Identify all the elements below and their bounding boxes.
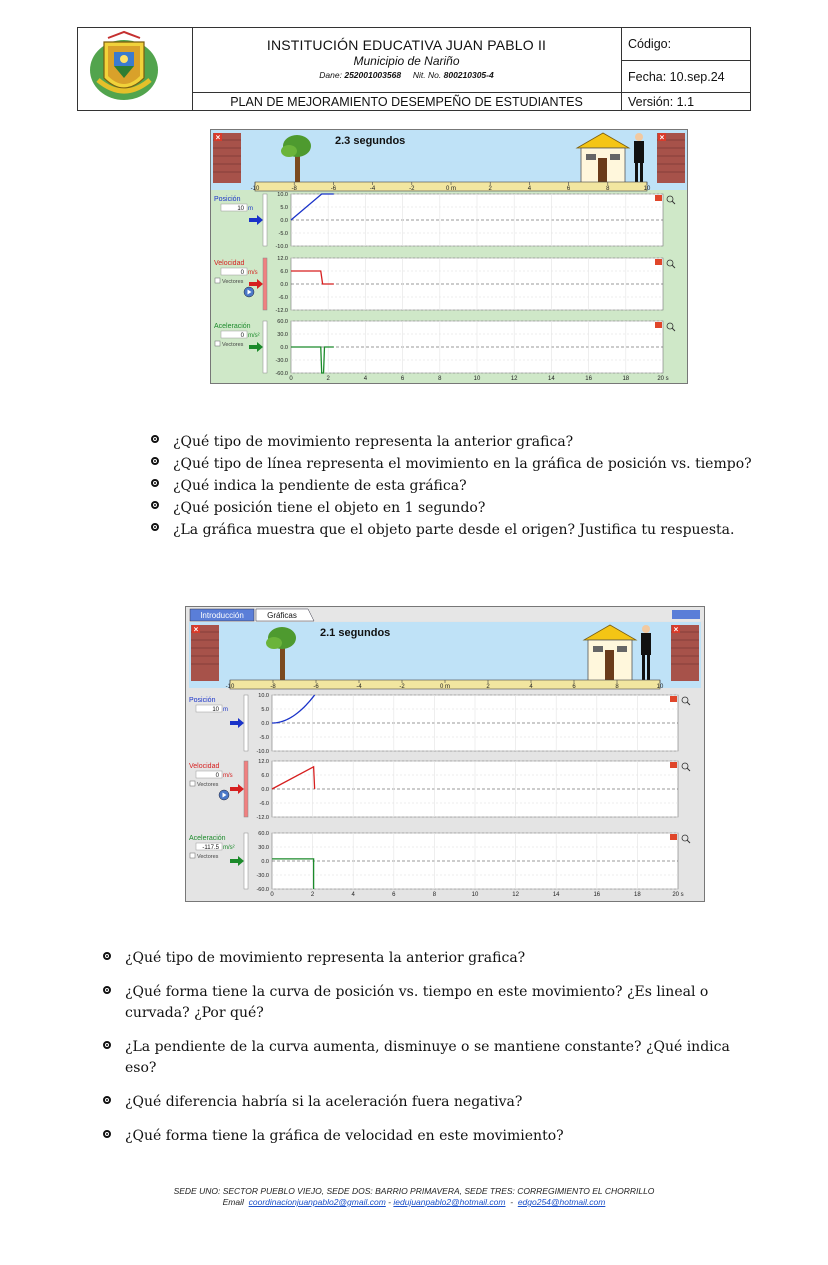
position-tick-label: -5.0 [259, 735, 269, 741]
time-tick-label: 4 [363, 376, 368, 382]
ruler-tick-label: 10 [656, 684, 664, 690]
close-icon: × [193, 625, 199, 634]
simulation-screenshot-2 [185, 606, 705, 902]
velocity-arrow-icon [230, 784, 244, 794]
question-item [103, 948, 763, 969]
page-footer [0, 1186, 828, 1208]
velocity-label: Velocidad [214, 260, 245, 267]
tree-leaves [266, 637, 282, 649]
institution-name: INSTITUCIÓN EDUCATIVA JUAN PABLO II [266, 37, 547, 53]
question-item [151, 475, 771, 497]
ruler-tick-label: 2 [488, 186, 492, 192]
question-list-1 [151, 431, 771, 541]
velocity-unit: m/s [248, 270, 258, 276]
acceleration-arrow-icon [249, 342, 263, 352]
time-tick-label: 12 [512, 892, 519, 898]
ruler-tick-label: -6 [330, 186, 337, 192]
bullet-icon [103, 1041, 111, 1049]
question-text: ¿Qué tipo de línea representa el movimiento en la gráfica de posición vs. tiempo? [173, 456, 752, 472]
velocity-tick-label: 6.0 [280, 269, 288, 275]
acceleration-value: 0 [240, 333, 244, 339]
house-window [586, 154, 596, 160]
ruler-tick-label: 6 [572, 684, 576, 690]
bullet-icon [103, 1096, 111, 1104]
question-text: ¿La gráfica muestra que el objeto parte desde el origen? Justifica tu respuesta. [173, 522, 735, 538]
ruler-tick-label: 2 [486, 684, 490, 690]
acceleration-tick-label: -30.0 [275, 358, 288, 364]
question-text: ¿La pendiente de la curva aumenta, disminuye o se mantiene constante? ¿Qué indica eso? [125, 1039, 730, 1076]
time-tick-label: 18 [622, 376, 630, 382]
question-text: ¿Qué diferencia habría si la aceleración fuera negativa? [125, 1094, 523, 1110]
acceleration-slider-track [244, 833, 248, 889]
zoom-handle [687, 702, 690, 705]
position-tick-label: -10.0 [275, 244, 288, 250]
velocity-unit: m/s [223, 773, 233, 779]
question-text: ¿Qué forma tiene la gráfica de velocidad en este movimiento? [125, 1128, 564, 1144]
footer-emails [0, 1197, 828, 1208]
time-tick-label: 16 [593, 892, 601, 898]
bullet-icon [151, 479, 159, 487]
ruler-tick-label: -10 [250, 186, 260, 192]
municipality: Municipio de Nariño [353, 54, 460, 68]
ruler-tick-label: 8 [606, 186, 610, 192]
man-icon [634, 141, 644, 163]
velocity-value: 0 [240, 270, 244, 276]
logo-cell [78, 28, 193, 110]
motion-simulator [186, 607, 704, 901]
ruler-tick-label: 4 [527, 186, 532, 192]
email-link-2[interactable]: iedujuanpablo2@hotmail.com [393, 1197, 506, 1207]
position-label: Posición [189, 697, 216, 704]
acceleration-value: -117.5 [202, 845, 219, 851]
question-item [103, 1126, 763, 1147]
ruler-tick-label: -10 [225, 684, 235, 690]
bullet-icon [103, 1130, 111, 1138]
question-text: ¿Qué posición tiene el objeto en 1 segundo? [173, 500, 486, 516]
vectors-checkbox [190, 853, 195, 858]
time-tick-label: 10 [471, 892, 479, 898]
acceleration-tick-label: -30.0 [256, 873, 269, 879]
email-separator-1: - [388, 1197, 391, 1207]
man-head [642, 625, 650, 633]
house-window [617, 646, 627, 652]
ruler-tick-label: -6 [313, 684, 319, 690]
ruler-tick-label: -8 [291, 186, 297, 192]
position-value: 10 [212, 707, 219, 713]
ruler-tick-label: 6 [566, 186, 571, 192]
zoom-handle [687, 768, 690, 771]
position-value: 10 [237, 206, 244, 212]
position-unit: m [248, 206, 253, 212]
house-window [610, 154, 620, 160]
tab-graphs-label: Gráficas [267, 611, 297, 620]
minimize-icon [670, 762, 677, 768]
bullet-icon [151, 435, 159, 443]
ruler-tick-label: 4 [529, 684, 533, 690]
close-icon: × [659, 133, 665, 142]
elapsed-time-label: 2.1 segundos [320, 627, 391, 639]
question-text: ¿Qué forma tiene la curva de posición vs. tiempo en este movimiento? ¿Es lineal o curvada? ¿Por qué? [125, 984, 709, 1021]
velocity-tick-label: 12.0 [258, 759, 269, 765]
time-tick-label: 6 [400, 376, 405, 382]
position-arrow-icon [249, 215, 263, 225]
bullet-icon [151, 501, 159, 509]
velocity-tick-label: 0.0 [261, 787, 269, 793]
acceleration-tick-label: 60.0 [258, 831, 269, 837]
time-tick-label: 10 [473, 376, 481, 382]
footer-address: SEDE UNO: SECTOR PUEBLO VIEJO, SEDE DOS: BARRIO PRIMAVERA, SEDE TRES: CORREGIMIENTO EL CHORRILLO [173, 1186, 655, 1196]
ruler-tick-label: -4 [356, 684, 362, 690]
man-icon [641, 633, 651, 655]
velocity-tick-label: 12.0 [277, 256, 288, 262]
house-door [605, 650, 614, 684]
bullet-icon [151, 523, 159, 531]
minimize-icon [670, 834, 677, 840]
velocity-tick-label: -6.0 [259, 801, 269, 807]
velocity-tick-label: -6.0 [278, 295, 288, 301]
position-label: Posición [214, 196, 241, 203]
email-link-1[interactable]: coordinacionjuanpablo2@gmail.com [248, 1197, 386, 1207]
question-text: ¿Qué tipo de movimiento representa la anterior grafica? [125, 950, 526, 966]
close-icon: × [215, 133, 221, 142]
house-window [593, 646, 603, 652]
time-tick-label: 18 [634, 892, 641, 898]
acceleration-label: Aceleración [189, 835, 226, 842]
position-tick-label: -10.0 [256, 749, 269, 755]
vectors-label: Vectores [222, 279, 244, 285]
position-tick-label: 0.0 [261, 721, 269, 727]
close-icon: × [673, 625, 679, 634]
ruler-tick-label: 10 [643, 186, 651, 192]
velocity-label: Velocidad [189, 763, 220, 770]
ruler-tick-label: 0 m [445, 186, 457, 192]
ruler-tick-label: -8 [270, 684, 276, 690]
question-item [103, 1037, 763, 1079]
time-tick-label: 20 s [672, 892, 684, 898]
question-item [103, 982, 763, 1024]
tab-intro-label: Introducción [200, 611, 244, 620]
dane-label: Dane: [319, 70, 342, 80]
simulation-screenshot-1 [210, 129, 688, 384]
phet-logo [672, 610, 700, 619]
elapsed-time-label: 2.3 segundos [335, 135, 406, 147]
vectors-label: Vectores [197, 782, 219, 788]
bullet-icon [103, 952, 111, 960]
man-head [635, 133, 643, 141]
acceleration-unit: m/s² [248, 333, 260, 339]
email-link-3[interactable]: edgo254@hotmail.com [517, 1197, 606, 1207]
vectors-checkbox [190, 781, 195, 786]
time-tick-label: 4 [351, 892, 355, 898]
velocity-slider-track [263, 258, 267, 310]
plan-title: PLAN DE MEJORAMIENTO DESEMPEÑO DE ESTUDIANTES [192, 92, 622, 111]
question-item [103, 1092, 763, 1113]
question-item [151, 497, 771, 519]
question-text: ¿Qué tipo de movimiento representa la anterior grafica? [173, 434, 574, 450]
question-item [151, 453, 771, 475]
velocity-tick-label: -12.0 [256, 815, 269, 821]
acceleration-tick-label: -60.0 [275, 371, 288, 377]
time-tick-label: 16 [585, 376, 592, 382]
vectors-label: Vectores [222, 342, 244, 348]
minimize-icon [655, 259, 662, 265]
acceleration-arrow-icon [230, 856, 244, 866]
time-tick-label: 0 [270, 892, 274, 898]
time-tick-label: 6 [392, 892, 396, 898]
position-tick-label: 10.0 [258, 693, 269, 699]
ruler-tick-label: -2 [399, 684, 405, 690]
velocity-slider-track [244, 761, 248, 817]
time-tick-label: 2 [326, 376, 330, 382]
time-tick-label: 2 [310, 892, 315, 898]
acceleration-tick-label: 30.0 [258, 845, 269, 851]
position-tick-label: 10.0 [277, 192, 288, 198]
velocity-tick-label: -12.0 [275, 308, 288, 314]
school-crest-logo [78, 28, 192, 110]
minimize-icon [655, 195, 662, 201]
zoom-handle [672, 201, 675, 204]
time-tick-label: 14 [552, 892, 560, 898]
position-tick-label: 0.0 [280, 218, 288, 224]
nit-value: 800210305-4 [443, 70, 494, 80]
document-header [77, 27, 751, 111]
code-label: Código: [628, 37, 672, 51]
velocity-tick-label: 6.0 [261, 773, 269, 779]
version-label: Versión: 1.1 [621, 92, 750, 110]
position-unit: m [223, 707, 228, 713]
position-tick-label: -5.0 [278, 231, 288, 237]
position-tick-label: 5.0 [280, 205, 288, 211]
dane-value: 252001003568 [344, 70, 402, 80]
acceleration-tick-label: 30.0 [277, 332, 288, 338]
question-list-2 [103, 948, 763, 1160]
time-tick-label: 20 s [657, 376, 669, 382]
vectors-checkbox [215, 341, 220, 346]
acceleration-tick-label: 60.0 [277, 319, 288, 325]
email-label: Email [222, 1197, 244, 1207]
motion-simulator [211, 130, 687, 383]
date-label: Fecha: 10.sep.24 [621, 60, 750, 92]
acceleration-tick-label: -60.0 [256, 887, 269, 893]
zoom-handle [672, 265, 675, 268]
institution-block [192, 28, 622, 92]
acceleration-label: Aceleración [214, 323, 251, 330]
position-slider-track [263, 194, 267, 246]
acceleration-unit: m/s² [223, 845, 235, 851]
question-item [151, 519, 771, 541]
ruler-tick-label: 0 m [439, 684, 451, 690]
time-tick-label: 14 [548, 376, 555, 382]
dane-nit-line [192, 70, 621, 80]
zoom-handle [687, 840, 690, 843]
velocity-value: 0 [215, 773, 219, 779]
bullet-icon [151, 457, 159, 465]
position-slider-track [244, 695, 248, 751]
time-tick-label: 8 [432, 892, 437, 898]
email-separator-2: - [510, 1197, 514, 1207]
position-arrow-icon [230, 718, 244, 728]
acceleration-slider-track [263, 321, 267, 373]
vectors-checkbox [215, 278, 220, 283]
time-tick-label: 0 [289, 376, 293, 382]
ruler-tick-label: 8 [615, 684, 619, 690]
zoom-handle [672, 328, 675, 331]
time-tick-label: 12 [510, 376, 518, 382]
minimize-icon [670, 696, 677, 702]
vectors-label: Vectores [197, 854, 219, 860]
time-tick-label: 8 [438, 376, 442, 382]
acceleration-tick-label: 0.0 [261, 859, 269, 865]
tree-leaves [281, 145, 297, 157]
acceleration-tick-label: 0.0 [280, 345, 288, 351]
question-text: ¿Qué indica la pendiente de esta gráfica? [173, 478, 467, 494]
nit-label: Nit. No. [412, 70, 442, 80]
ruler-tick-label: -2 [409, 186, 415, 192]
velocity-tick-label: 0.0 [280, 282, 288, 288]
position-tick-label: 5.0 [261, 707, 269, 713]
question-item [151, 431, 771, 453]
minimize-icon [655, 322, 662, 328]
bullet-icon [103, 986, 111, 994]
ruler-tick-label: -4 [369, 186, 376, 192]
